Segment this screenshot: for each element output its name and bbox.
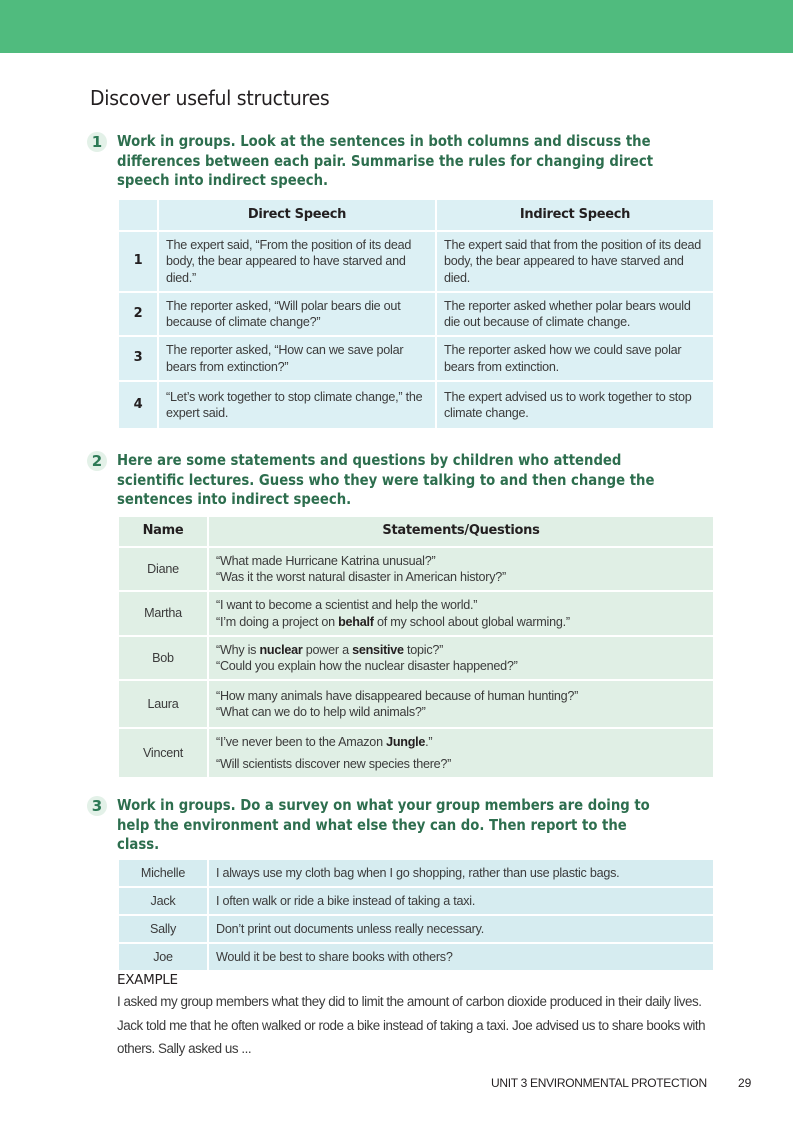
column-header-statements: Statements/Questions	[208, 516, 714, 547]
text-run: “I want to become a scientist and help the world.”	[216, 598, 478, 612]
page-number: 29	[738, 1076, 752, 1090]
speaker-name: Diane	[118, 547, 208, 591]
row-number: 1	[118, 231, 158, 292]
statements-table	[117, 515, 715, 779]
statement-line	[216, 756, 706, 773]
statement-cell	[208, 728, 714, 778]
text-run: “I’m doing a project on	[216, 614, 339, 629]
keyword-bold: Jungle	[386, 734, 426, 749]
member-statement: I always use my cloth bag when I go shopping, rather than use plastic bags.	[208, 859, 714, 887]
example-text: I asked my group members what they did to limit the amount of carbon dioxide produced in their daily lives. Jack told me that he often walked or rode a bike instead of taking a taxi. Joe advised us to share books with others. Sally asked us ...	[117, 994, 706, 1056]
direct-speech-cell: “Let’s work together to stop climate change,” the expert said.	[158, 381, 436, 429]
table-row	[118, 728, 714, 778]
statement-line	[216, 658, 706, 675]
text-run: “Will scientists discover new species there?”	[216, 757, 452, 771]
table-row	[118, 636, 714, 680]
survey-table	[117, 858, 715, 972]
text-run: “Why is	[216, 642, 260, 657]
column-header-direct: Direct Speech	[158, 199, 436, 231]
text-run: “What can we do to help wild animals?”	[216, 705, 426, 719]
member-name: Jack	[118, 887, 208, 915]
text-run: “Could you explain how the nuclear disaster happened?”	[216, 659, 518, 673]
speech-comparison-table	[117, 198, 715, 430]
statement-line	[216, 614, 706, 631]
column-header-name: Name	[118, 516, 208, 547]
indirect-speech-cell: The reporter asked how we could save polar bears from extinction.	[436, 336, 714, 381]
direct-speech-cell: The reporter asked, “How can we save polar bears from extinction?”	[158, 336, 436, 381]
indirect-speech-cell: The reporter asked whether polar bears would die out because of climate change.	[436, 292, 714, 336]
member-name: Michelle	[118, 859, 208, 887]
table-row	[118, 887, 714, 915]
text-run: of my school about global warming.”	[373, 614, 570, 629]
table-row	[118, 292, 714, 336]
keyword-bold: nuclear	[259, 642, 303, 657]
task-instruction: Here are some statements and questions by children who attended scientific lectures. Guess who they were talking to and then change the sentences into indirect speech.	[117, 451, 655, 508]
speaker-name: Laura	[118, 680, 208, 728]
table-header-row	[118, 516, 714, 547]
text-run: topic?”	[403, 642, 444, 657]
task-number-badge: 3	[87, 796, 107, 816]
statement-line	[216, 553, 706, 570]
member-name: Sally	[118, 915, 208, 943]
member-name: Joe	[118, 943, 208, 971]
direct-speech-cell: The expert said, “From the position of its dead body, the bear appeared to have starved and died.”	[158, 231, 436, 292]
column-header-indirect: Indirect Speech	[436, 199, 714, 231]
table-row	[118, 336, 714, 381]
member-statement: I often walk or ride a bike instead of taking a taxi.	[208, 887, 714, 915]
row-number: 4	[118, 381, 158, 429]
text-run: “I’ve never been to the Amazon	[216, 734, 387, 749]
row-number: 3	[118, 336, 158, 381]
keyword-bold: behalf	[338, 614, 374, 629]
table-row	[118, 680, 714, 728]
table-row	[118, 859, 714, 887]
header-band	[0, 0, 793, 53]
text-run: “How many animals have disappeared because of human hunting?”	[216, 688, 579, 703]
statement-line	[216, 688, 706, 705]
task-number-badge: 1	[87, 132, 107, 152]
member-statement: Don’t print out documents unless really necessary.	[208, 915, 714, 943]
statement-line	[216, 734, 706, 751]
statement-line	[216, 704, 706, 721]
statement-line	[216, 569, 706, 586]
task-number-badge: 2	[87, 451, 107, 471]
text-run: .”	[425, 734, 433, 749]
table-row	[118, 381, 714, 429]
statement-line	[216, 642, 706, 659]
table-row	[118, 547, 714, 591]
table-row	[118, 915, 714, 943]
example-label: EXAMPLE	[117, 972, 178, 988]
column-header	[118, 199, 158, 231]
speaker-name: Bob	[118, 636, 208, 680]
statement-cell	[208, 680, 714, 728]
member-statement: Would it be best to share books with others?	[208, 943, 714, 971]
indirect-speech-cell: The expert said that from the position of its dead body, the bear appeared to have starved and died.	[436, 231, 714, 292]
text-run: power a	[302, 642, 353, 657]
statement-cell	[208, 591, 714, 636]
footer-unit-title: UNIT 3 ENVIRONMENTAL PROTECTION	[491, 1076, 707, 1090]
text-run: “What made Hurricane Katrina unusual?”	[216, 553, 436, 568]
table-row	[118, 231, 714, 292]
direct-speech-cell: The reporter asked, “Will polar bears die out because of climate change?”	[158, 292, 436, 336]
task-instruction: Work in groups. Do a survey on what your group members are doing to help the environment and what else they can do. Then report to the class.	[117, 796, 650, 853]
statement-cell	[208, 636, 714, 680]
text-run: “Was it the worst natural disaster in American history?”	[216, 570, 506, 584]
table-row	[118, 591, 714, 636]
indirect-speech-cell: The expert advised us to work together to stop climate change.	[436, 381, 714, 429]
table-header-row	[118, 199, 714, 231]
speaker-name: Martha	[118, 591, 208, 636]
row-number: 2	[118, 292, 158, 336]
speaker-name: Vincent	[118, 728, 208, 778]
task-instruction: Work in groups. Look at the sentences in both columns and discuss the differences between each pair. Summarise the rules for changing direct speech into indirect speech.	[117, 132, 654, 189]
statement-cell	[208, 547, 714, 591]
page-title: Discover useful structures	[90, 86, 330, 110]
keyword-bold: sensitive	[352, 642, 404, 657]
statement-line	[216, 597, 706, 614]
table-row	[118, 943, 714, 971]
